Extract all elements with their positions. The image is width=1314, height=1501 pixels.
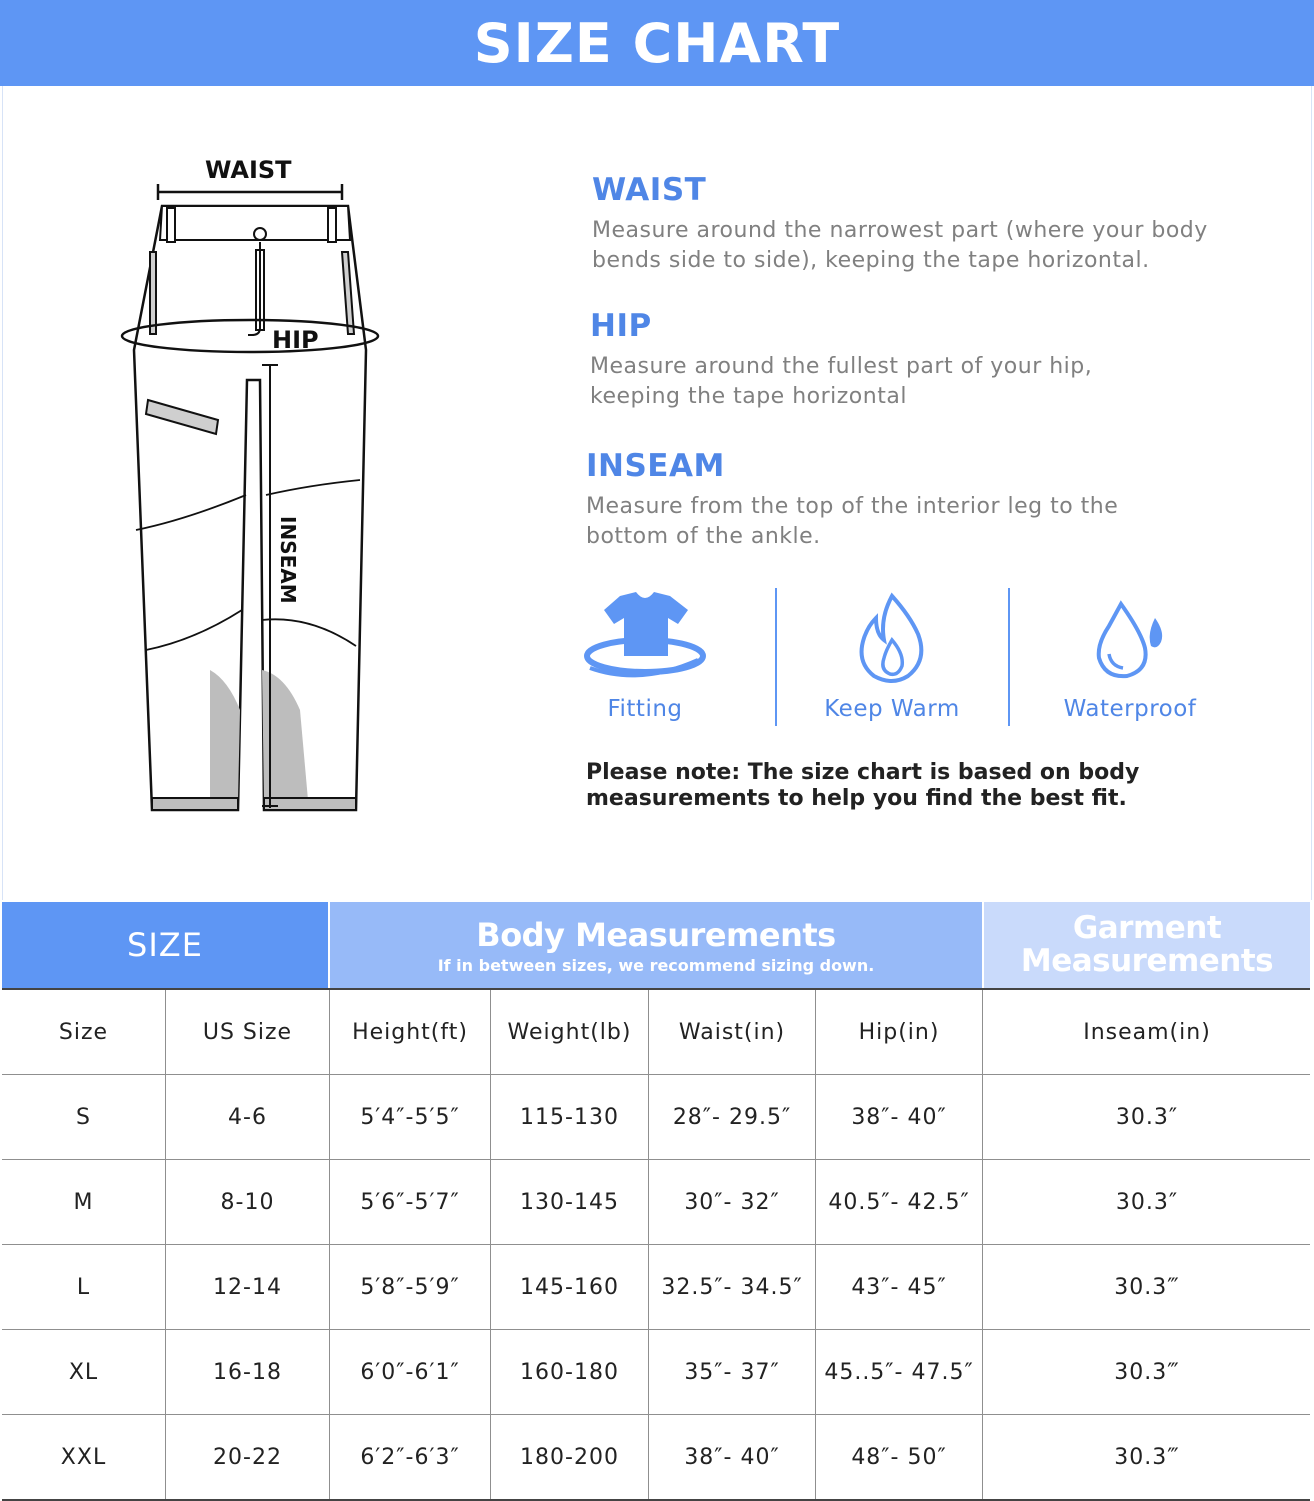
table-cell: 45..5″- 47.5″	[816, 1330, 983, 1414]
feature-row	[580, 588, 1240, 733]
feature-fitting	[535, 588, 755, 733]
table-cell: L	[2, 1245, 166, 1329]
feature-keep-warm	[782, 588, 1002, 733]
table-cell: XXL	[2, 1415, 166, 1499]
table-header-row	[2, 990, 1310, 1075]
pants-illustration	[110, 150, 410, 830]
hip-instructions: Measure around the fullest part of your hip, keeping the tape horizontal	[590, 354, 1093, 409]
figure-inseam-label: INSEAM	[276, 516, 300, 604]
table-cell: 130-145	[491, 1160, 649, 1244]
table-cell: 4-6	[166, 1075, 330, 1159]
garment-measurements-label: Garment Measurements	[1020, 910, 1274, 979]
table-row	[2, 1415, 1310, 1501]
table-row	[2, 1075, 1310, 1160]
waist-guide	[592, 172, 1252, 276]
table-row	[2, 1330, 1310, 1415]
waist-heading: WAIST	[592, 172, 707, 208]
table-cell: 38″- 40″	[649, 1415, 816, 1499]
body-measurements-header	[330, 902, 982, 988]
table-cell: 180-200	[491, 1415, 649, 1499]
column-header: Waist(in)	[649, 990, 816, 1074]
column-header: US Size	[166, 990, 330, 1074]
feature-divider	[1008, 588, 1010, 726]
table-cell: 5′6″-5′7″	[330, 1160, 491, 1244]
table-cell: 30.3‴	[1114, 1444, 1180, 1470]
figure-hip-label: HIP	[272, 326, 319, 354]
tshirt-icon	[580, 590, 710, 682]
table-cell: 5′4″-5′5″	[330, 1075, 491, 1159]
table-cell: 30.3″	[1115, 1104, 1179, 1130]
table-cell: 6′2″-6′3″	[330, 1415, 491, 1499]
table-cell: 32.5″- 34.5″	[649, 1245, 816, 1329]
table-cell: 8-10	[166, 1160, 330, 1244]
feature-keep-warm-label: Keep Warm	[824, 696, 960, 722]
table-cell: 30.3‴	[1114, 1274, 1180, 1300]
inseam-heading: INSEAM	[586, 448, 725, 484]
hip-heading: HIP	[590, 308, 652, 344]
table-cell: 115-130	[491, 1075, 649, 1159]
waist-instructions: Measure around the narrowest part (where your body bends side to side), keeping the tape horizontal.	[592, 218, 1208, 273]
hip-guide	[590, 308, 1250, 412]
table-cell: 35″- 37″	[649, 1330, 816, 1414]
pants-outline	[134, 206, 366, 810]
table-cell: 16-18	[166, 1330, 330, 1414]
body-measurements-subtitle: If in between sizes, we recommend sizing down.	[437, 955, 875, 975]
table-row	[2, 1245, 1310, 1330]
table-cell: 160-180	[491, 1330, 649, 1414]
fit-note: Please note: The size chart is based on body measurements to help you find the best fit.	[586, 760, 1140, 811]
column-header: Hip(in)	[816, 990, 983, 1074]
table-cell: 40.5″- 42.5″	[816, 1160, 983, 1244]
table-cell: 145-160	[491, 1245, 649, 1329]
table-cell: 12-14	[166, 1245, 330, 1329]
feature-waterproof	[1020, 588, 1240, 733]
feature-divider	[775, 588, 777, 726]
column-header: Inseam(in)	[1083, 1019, 1211, 1045]
garment-measurements-header	[984, 902, 1310, 988]
figure-waist-label: WAIST	[205, 156, 292, 184]
size-group-header	[2, 902, 328, 988]
body-measurements-label: Body Measurements	[476, 915, 836, 954]
waist-measure-line	[158, 184, 342, 200]
table-cell: 30.3″	[1115, 1189, 1179, 1215]
column-header: Height(ft)	[330, 990, 491, 1074]
size-group-label: SIZE	[127, 926, 203, 964]
water-drop-icon	[1085, 590, 1175, 686]
table-cell: 20-22	[166, 1415, 330, 1499]
table-cell: 43″- 45″	[816, 1245, 983, 1329]
feature-fitting-label: Fitting	[607, 696, 683, 722]
table-cell: 6′0″-6′1″	[330, 1330, 491, 1414]
feature-waterproof-label: Waterproof	[1063, 696, 1197, 722]
table-cell: 30″- 32″	[649, 1160, 816, 1244]
column-header: Weight(lb)	[491, 990, 649, 1074]
size-table-grid	[2, 988, 1310, 1501]
flame-icon	[852, 590, 932, 686]
inseam-instructions: Measure from the top of the interior leg to the bottom of the ankle.	[586, 494, 1119, 549]
table-cell: 38″- 40″	[816, 1075, 983, 1159]
table-cell: 48″- 50″	[816, 1415, 983, 1499]
table-cell: 28″- 29.5″	[649, 1075, 816, 1159]
table-cell: XL	[2, 1330, 166, 1414]
table-cell: 5′8″-5′9″	[330, 1245, 491, 1329]
table-row	[2, 1160, 1310, 1245]
page-title: SIZE CHART	[473, 11, 841, 75]
title-banner	[0, 0, 1314, 86]
column-header: Size	[2, 990, 166, 1074]
table-cell: S	[2, 1075, 166, 1159]
inseam-guide	[586, 448, 1246, 552]
table-cell: M	[2, 1160, 166, 1244]
table-cell: 30.3‴	[1114, 1359, 1180, 1385]
